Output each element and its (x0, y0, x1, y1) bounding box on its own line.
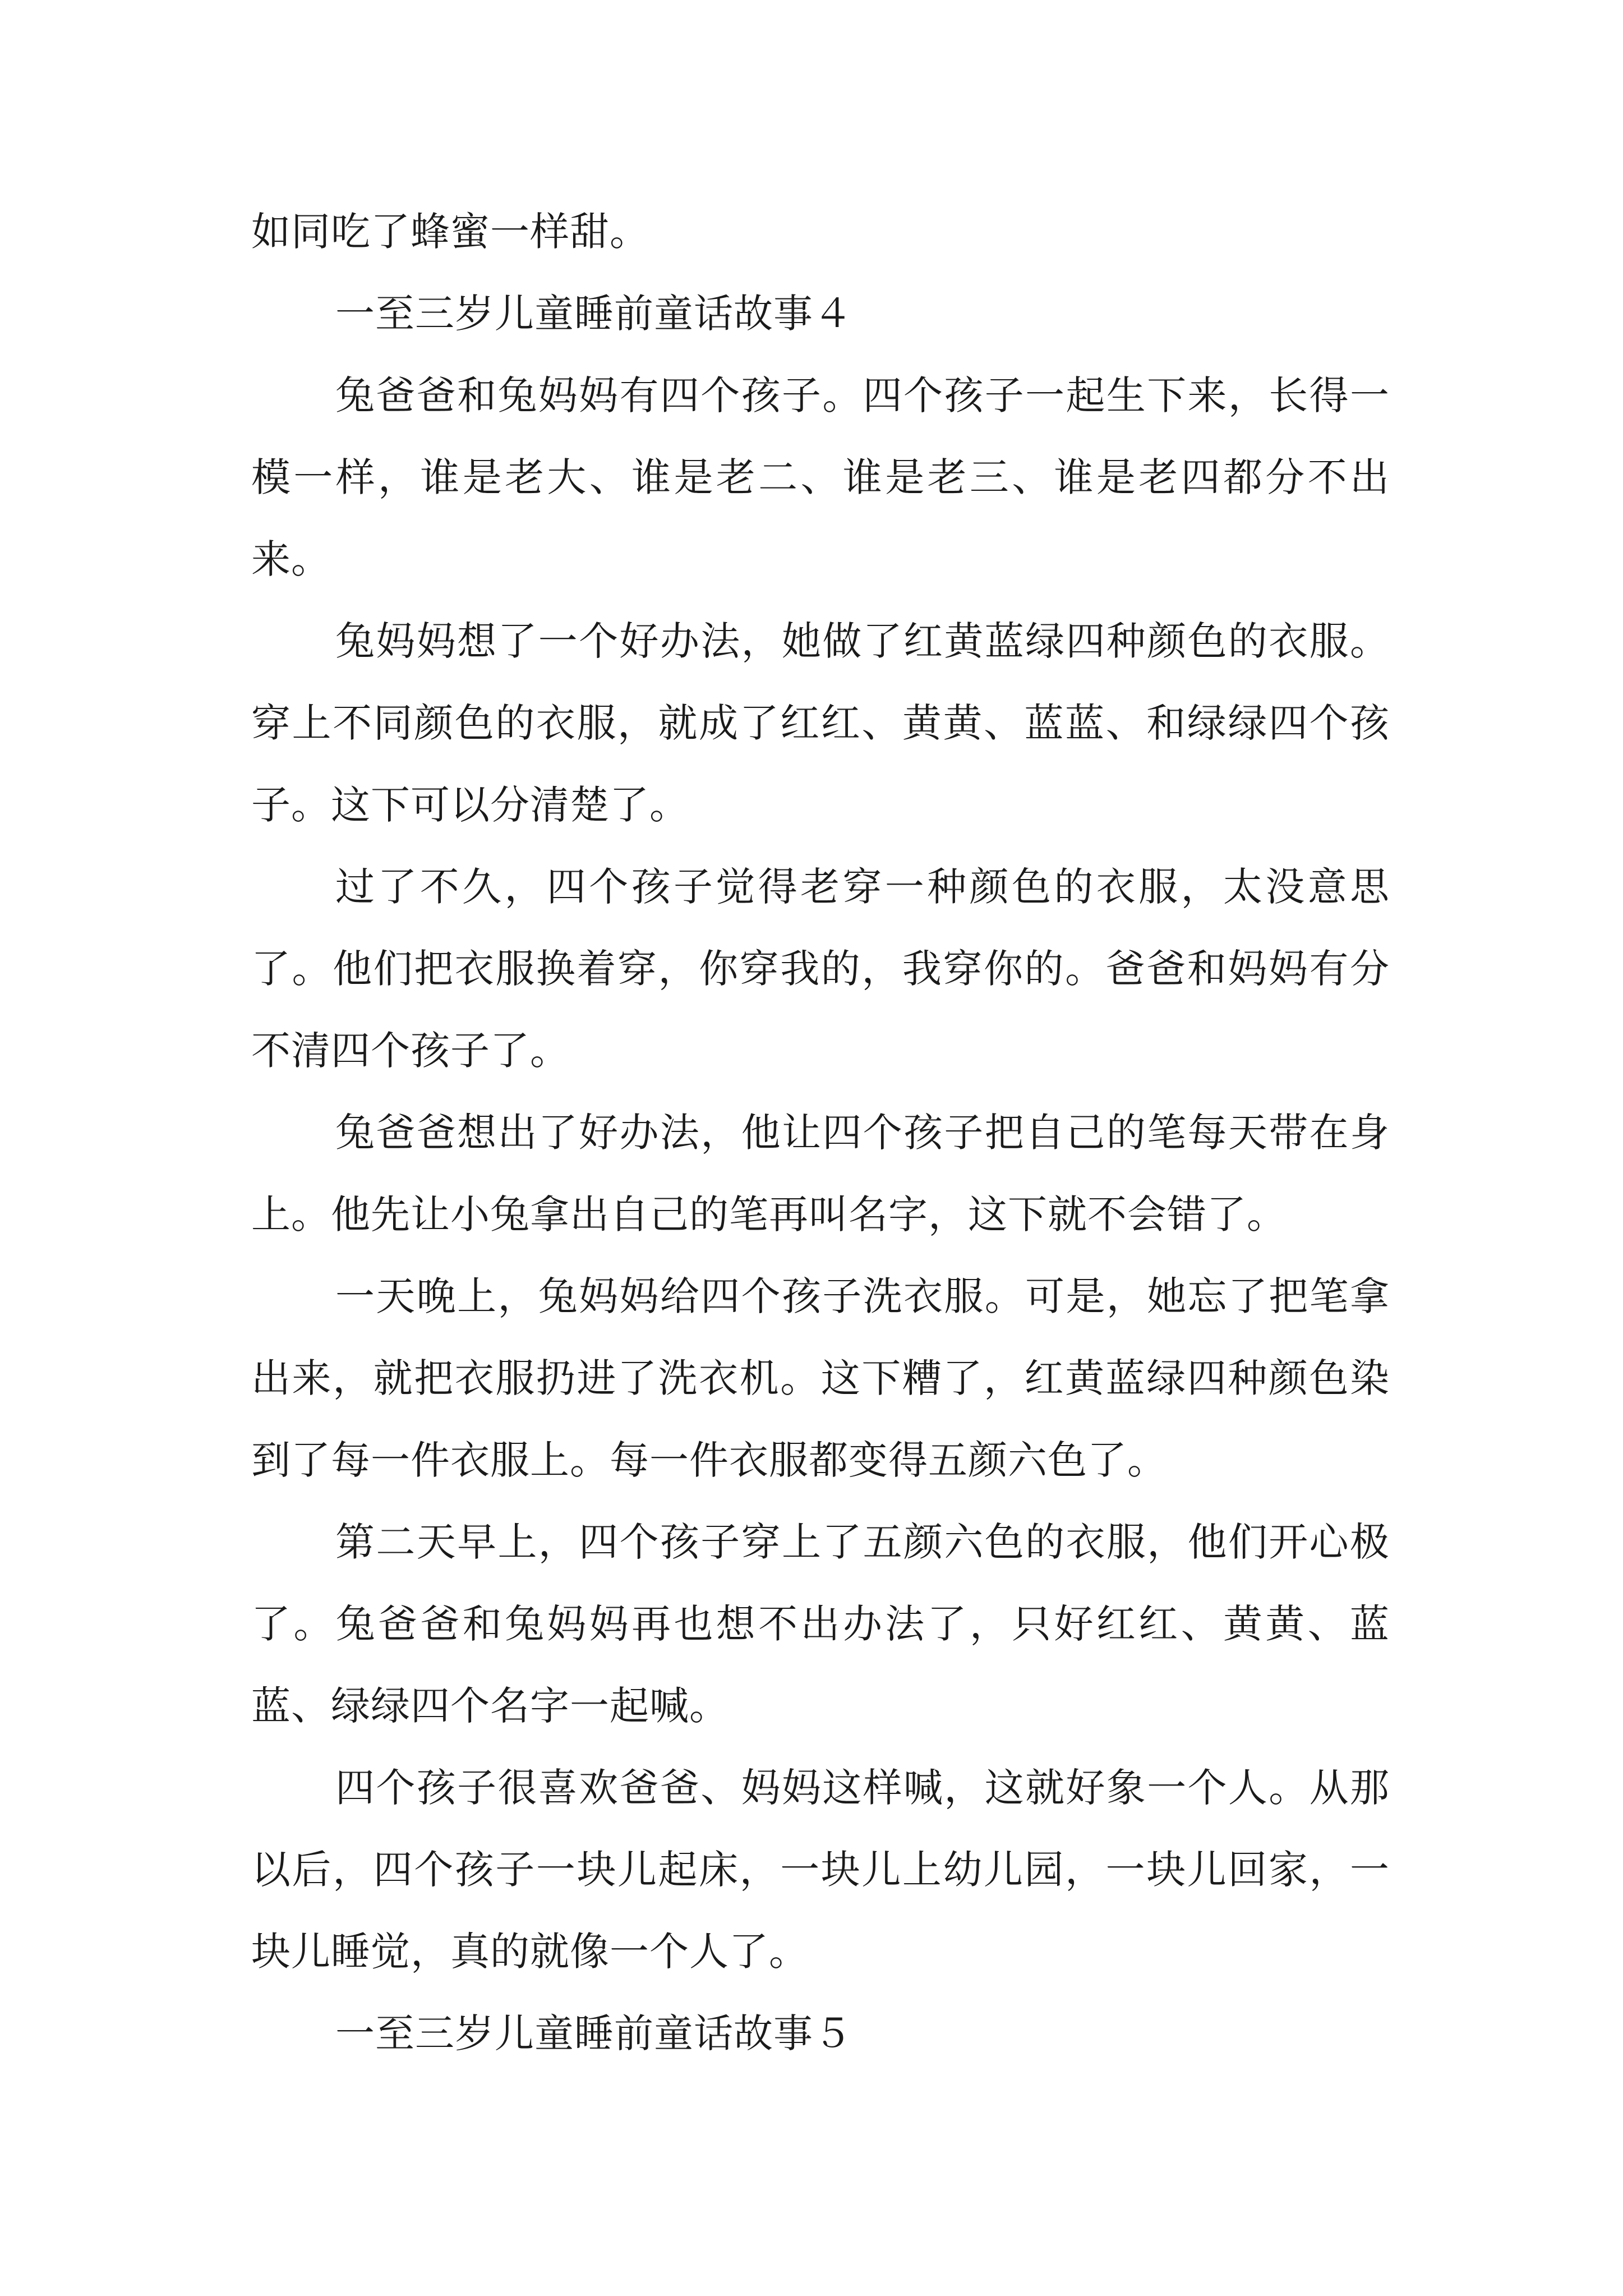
paragraph: 一天晚上，兔妈妈给四个孩子洗衣服。可是，她忘了把笔拿出来，就把衣服扔进了洗衣机。这下糟了，红黄蓝绿四种颜色染到了每一件衣服上。每一件衣服都变得五颜六色了。 (251, 1273, 1390, 1483)
paragraph: 兔爸爸想出了好办法，他让四个孩子把自己的笔每天带在身上。他先让小兔拿出自己的笔再叫名字，这下就不会错了。 (251, 1110, 1390, 1237)
paragraph: 兔妈妈想了一个好办法，她做了红黄蓝绿四种颜色的衣服。穿上不同颜色的衣服，就成了红红、黄黄、蓝蓝、和绿绿四个孩子。这下可以分清楚了。 (251, 618, 1390, 828)
story-heading-5: 一至三岁儿童睡前童话故事５ (335, 2010, 853, 2056)
story-heading-4: 一至三岁儿童睡前童话故事４ (335, 291, 853, 337)
paragraph: 第二天早上，四个孩子穿上了五颜六色的衣服，他们开心极了。兔爸爸和兔妈妈再也想不出办法了，只好红红、黄黄、蓝蓝、绿绿四个名字一起喊。 (251, 1519, 1390, 1729)
paragraph: 兔爸爸和兔妈妈有四个孩子。四个孩子一起生下来，长得一模一样，谁是老大、谁是老二、谁是老三、谁是老四都分不出来。 (251, 372, 1390, 582)
paragraph: 四个孩子很喜欢爸爸、妈妈这样喊，这就好象一个人。从那以后，四个孩子一块儿起床，一块儿上幼儿园，一块儿回家，一块儿睡觉，真的就像一个人了。 (251, 1765, 1390, 1975)
paragraph-continuation: 如同吃了蜂蜜一样甜。 (251, 209, 649, 255)
story-text (251, 191, 1390, 2074)
paragraph: 过了不久，四个孩子觉得老穿一种颜色的衣服，太没意思了。他们把衣服换着穿，你穿我的，我穿你的。爸爸和妈妈有分不清四个孩子了。 (251, 864, 1390, 1074)
